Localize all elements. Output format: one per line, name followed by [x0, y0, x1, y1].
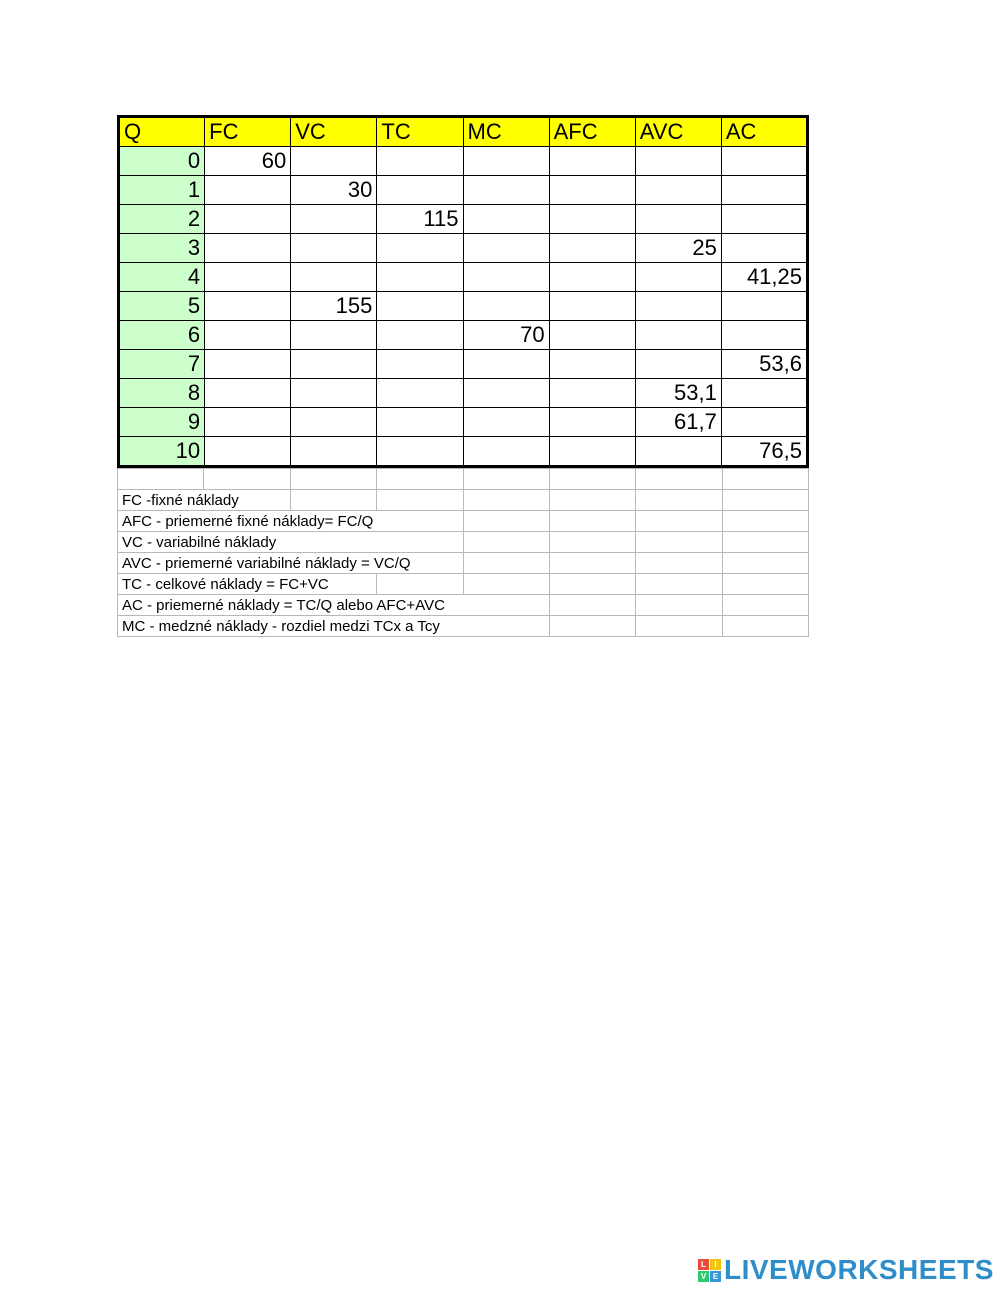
logo-mark-tile: E — [710, 1271, 721, 1282]
vc-answer-cell[interactable] — [291, 147, 377, 176]
header-vc: VC — [291, 117, 377, 147]
table-row — [119, 437, 808, 467]
blank-cell — [463, 574, 549, 595]
note-afc: AFC - priemerné fixné náklady= FC/Q — [118, 511, 464, 532]
afc-answer-cell[interactable] — [549, 263, 635, 292]
blank-cell — [722, 595, 808, 616]
note-row — [118, 532, 809, 553]
note-row — [118, 616, 809, 637]
table-row — [119, 408, 808, 437]
header-ac: AC — [721, 117, 807, 147]
blank-cell — [377, 469, 463, 490]
fc-answer-cell[interactable] — [205, 263, 291, 292]
vc-answer-cell[interactable] — [291, 350, 377, 379]
blank-cell — [636, 553, 722, 574]
afc-answer-cell[interactable] — [549, 205, 635, 234]
mc-answer-cell[interactable] — [463, 176, 549, 205]
avc-answer-cell[interactable] — [635, 205, 721, 234]
afc-answer-cell[interactable] — [549, 437, 635, 467]
note-row — [118, 553, 809, 574]
blank-cell — [636, 511, 722, 532]
vc-given-value: 30 — [291, 176, 377, 205]
quantity-cell: 8 — [119, 379, 205, 408]
ac-answer-cell[interactable] — [721, 147, 807, 176]
avc-given-value: 53,1 — [635, 379, 721, 408]
quantity-cell: 7 — [119, 350, 205, 379]
fc-answer-cell[interactable] — [205, 321, 291, 350]
table-row — [119, 205, 808, 234]
table-row — [119, 234, 808, 263]
blank-cell — [722, 532, 808, 553]
blank-cell — [722, 553, 808, 574]
note-fc: FC -fixné náklady — [118, 490, 291, 511]
blank-cell — [549, 532, 635, 553]
fc-answer-cell[interactable] — [205, 379, 291, 408]
blank-cell — [549, 616, 635, 637]
mc-answer-cell[interactable] — [463, 205, 549, 234]
spacer-row — [118, 469, 809, 490]
fc-answer-cell[interactable] — [205, 292, 291, 321]
header-q: Q — [119, 117, 205, 147]
table-row — [119, 321, 808, 350]
blank-cell — [722, 616, 808, 637]
tc-answer-cell[interactable] — [377, 176, 463, 205]
blank-cell — [722, 469, 808, 490]
blank-cell — [722, 511, 808, 532]
tc-given-value: 115 — [377, 205, 463, 234]
blank-cell — [290, 469, 376, 490]
fc-answer-cell[interactable] — [205, 408, 291, 437]
afc-answer-cell[interactable] — [549, 321, 635, 350]
vc-given-value: 155 — [291, 292, 377, 321]
vc-answer-cell[interactable] — [291, 234, 377, 263]
quantity-cell: 0 — [119, 147, 205, 176]
blank-cell — [463, 490, 549, 511]
ac-given-value: 41,25 — [721, 263, 807, 292]
ac-given-value: 53,6 — [721, 350, 807, 379]
afc-answer-cell[interactable] — [549, 379, 635, 408]
blank-cell — [722, 574, 808, 595]
mc-answer-cell[interactable] — [463, 263, 549, 292]
blank-cell — [463, 511, 549, 532]
blank-cell — [549, 490, 635, 511]
afc-answer-cell[interactable] — [549, 350, 635, 379]
ac-answer-cell[interactable] — [721, 205, 807, 234]
vc-answer-cell[interactable] — [291, 379, 377, 408]
logo-text: LIVEWORKSHEETS — [724, 1254, 994, 1285]
blank-cell — [636, 490, 722, 511]
quantity-cell: 5 — [119, 292, 205, 321]
blank-cell — [636, 574, 722, 595]
quantity-cell: 9 — [119, 408, 205, 437]
worksheet — [117, 115, 809, 637]
legend-table — [117, 468, 809, 637]
blank-cell — [636, 595, 722, 616]
tc-answer-cell[interactable] — [377, 292, 463, 321]
header-tc: TC — [377, 117, 463, 147]
note-row — [118, 511, 809, 532]
logo-mark-icon — [698, 1259, 721, 1282]
tc-answer-cell[interactable] — [377, 234, 463, 263]
ac-given-value: 76,5 — [721, 437, 807, 467]
cost-table — [117, 115, 809, 468]
tc-answer-cell[interactable] — [377, 408, 463, 437]
ac-answer-cell[interactable] — [721, 408, 807, 437]
afc-answer-cell[interactable] — [549, 292, 635, 321]
ac-answer-cell[interactable] — [721, 292, 807, 321]
mc-answer-cell[interactable] — [463, 147, 549, 176]
avc-given-value: 61,7 — [635, 408, 721, 437]
header-afc: AFC — [549, 117, 635, 147]
quantity-cell: 6 — [119, 321, 205, 350]
blank-cell — [636, 469, 722, 490]
fc-answer-cell[interactable] — [205, 350, 291, 379]
mc-given-value: 70 — [463, 321, 549, 350]
table-row — [119, 147, 808, 176]
note-vc: VC - variabilné náklady — [118, 532, 464, 553]
ac-answer-cell[interactable] — [721, 379, 807, 408]
quantity-cell: 10 — [119, 437, 205, 467]
vc-answer-cell[interactable] — [291, 321, 377, 350]
header-row — [119, 117, 808, 147]
fc-answer-cell[interactable] — [205, 176, 291, 205]
blank-cell — [722, 490, 808, 511]
avc-given-value: 25 — [635, 234, 721, 263]
avc-answer-cell[interactable] — [635, 263, 721, 292]
blank-cell — [377, 574, 463, 595]
tc-answer-cell[interactable] — [377, 321, 463, 350]
avc-answer-cell[interactable] — [635, 292, 721, 321]
avc-answer-cell[interactable] — [635, 147, 721, 176]
afc-answer-cell[interactable] — [549, 408, 635, 437]
quantity-cell: 2 — [119, 205, 205, 234]
blank-cell — [463, 553, 549, 574]
header-avc: AVC — [635, 117, 721, 147]
mc-answer-cell[interactable] — [463, 379, 549, 408]
mc-answer-cell[interactable] — [463, 437, 549, 467]
table-row — [119, 379, 808, 408]
quantity-cell: 1 — [119, 176, 205, 205]
mc-answer-cell[interactable] — [463, 292, 549, 321]
tc-answer-cell[interactable] — [377, 263, 463, 292]
fc-answer-cell[interactable] — [205, 437, 291, 467]
note-row — [118, 595, 809, 616]
blank-cell — [204, 469, 290, 490]
avc-answer-cell[interactable] — [635, 321, 721, 350]
mc-answer-cell[interactable] — [463, 234, 549, 263]
note-row — [118, 490, 809, 511]
mc-answer-cell[interactable] — [463, 408, 549, 437]
quantity-cell: 4 — [119, 263, 205, 292]
ac-answer-cell[interactable] — [721, 176, 807, 205]
avc-answer-cell[interactable] — [635, 437, 721, 467]
blank-cell — [118, 469, 204, 490]
fc-answer-cell[interactable] — [205, 234, 291, 263]
note-row — [118, 574, 809, 595]
table-row — [119, 176, 808, 205]
note-avc: AVC - priemerné variabilné náklady = VC/Q — [118, 553, 464, 574]
table-row — [119, 263, 808, 292]
note-ac: AC - priemerné náklady = TC/Q alebo AFC+AVC — [118, 595, 550, 616]
tc-answer-cell[interactable] — [377, 147, 463, 176]
tc-answer-cell[interactable] — [377, 437, 463, 467]
vc-answer-cell[interactable] — [291, 408, 377, 437]
note-tc: TC - celkové náklady = FC+VC — [118, 574, 377, 595]
blank-cell — [463, 469, 549, 490]
header-mc: MC — [463, 117, 549, 147]
tc-answer-cell[interactable] — [377, 350, 463, 379]
blank-cell — [549, 553, 635, 574]
mc-answer-cell[interactable] — [463, 350, 549, 379]
avc-answer-cell[interactable] — [635, 350, 721, 379]
liveworksheets-logo — [698, 1256, 994, 1284]
table-row — [119, 292, 808, 321]
blank-cell — [549, 511, 635, 532]
quantity-cell: 3 — [119, 234, 205, 263]
fc-given-value: 60 — [205, 147, 291, 176]
logo-mark-tile: L — [698, 1259, 709, 1270]
blank-cell — [463, 532, 549, 553]
avc-answer-cell[interactable] — [635, 176, 721, 205]
tc-answer-cell[interactable] — [377, 379, 463, 408]
blank-cell — [636, 532, 722, 553]
afc-answer-cell[interactable] — [549, 176, 635, 205]
ac-answer-cell[interactable] — [721, 234, 807, 263]
blank-cell — [636, 616, 722, 637]
table-row — [119, 350, 808, 379]
vc-answer-cell[interactable] — [291, 437, 377, 467]
header-fc: FC — [205, 117, 291, 147]
logo-mark-tile: V — [698, 1271, 709, 1282]
blank-cell — [549, 469, 635, 490]
afc-answer-cell[interactable] — [549, 234, 635, 263]
blank-cell — [549, 574, 635, 595]
vc-answer-cell[interactable] — [291, 263, 377, 292]
vc-answer-cell[interactable] — [291, 205, 377, 234]
logo-mark-tile: I — [710, 1259, 721, 1270]
ac-answer-cell[interactable] — [721, 321, 807, 350]
fc-answer-cell[interactable] — [205, 205, 291, 234]
blank-cell — [377, 490, 463, 511]
afc-answer-cell[interactable] — [549, 147, 635, 176]
blank-cell — [290, 490, 376, 511]
note-mc: MC - medzné náklady - rozdiel medzi TCx a Tcy — [118, 616, 550, 637]
blank-cell — [549, 595, 635, 616]
